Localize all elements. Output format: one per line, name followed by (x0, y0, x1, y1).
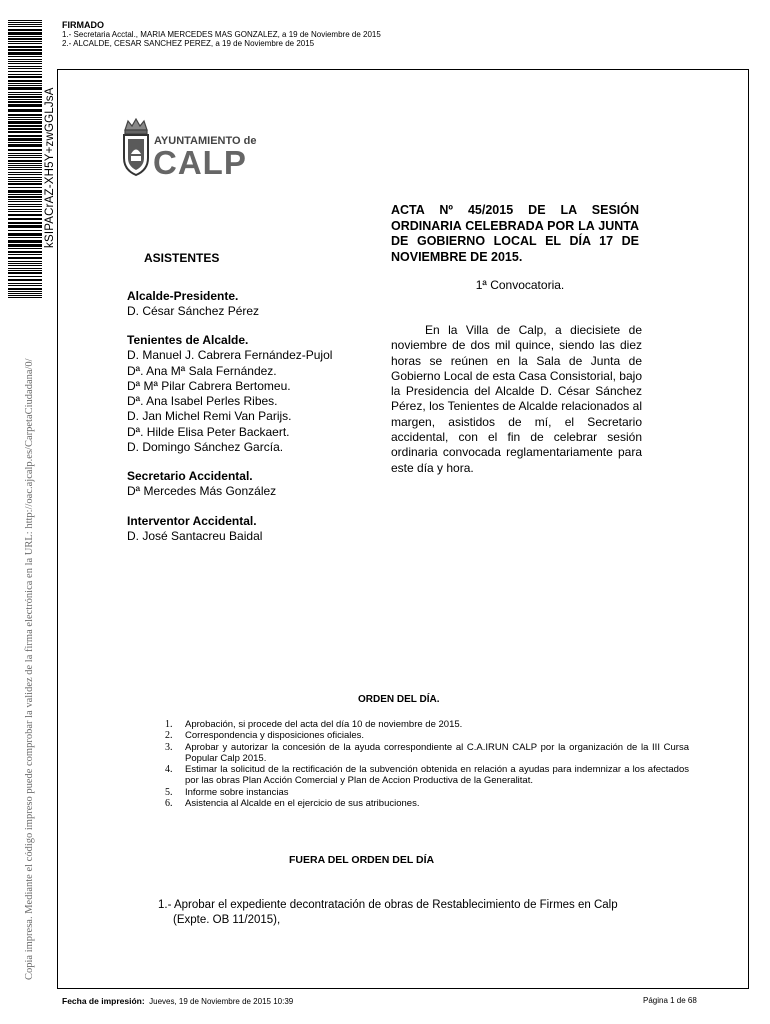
barcode-bar (8, 117, 42, 118)
barcode-bar (8, 190, 42, 193)
barcode-bar (8, 128, 42, 130)
group-tenientes (127, 333, 332, 455)
barcode-bar (8, 155, 42, 156)
barcode-bar (8, 24, 42, 25)
barcode-bar (8, 295, 42, 296)
barcode-code: kSIPACrAZ-XH5Y+zwGGLJsA (44, 87, 56, 248)
barcode-bar (8, 265, 42, 266)
barcode-bar (8, 201, 42, 202)
barcode-bar (8, 38, 42, 40)
agenda-item (165, 730, 689, 741)
ayuntamiento-calp-logo (122, 118, 272, 178)
barcode-bar (8, 240, 42, 243)
barcode-bar (8, 174, 42, 175)
group-heading: Alcalde-Presidente. (127, 289, 239, 303)
barcode-bar (8, 83, 42, 84)
barcode-bar (8, 169, 42, 170)
fuera-item-line-1: 1.- Aprobar el expediente decontratación de obras de Restablecimiento de Firmes en Calp (158, 899, 618, 911)
barcode-bar (8, 225, 42, 228)
validation-notice: Copia impresa. Mediante el código impreso puede comprobar la validez de la firma electrónica en la URL: http://oac.ajcalp.es/CarpetaCiudadana/0/ (24, 358, 35, 980)
barcode-bar (8, 204, 42, 205)
convocatoria: 1ª Convocatoria. (475, 278, 565, 292)
barcode-bar (8, 142, 42, 143)
barcode-bar (8, 74, 42, 75)
barcode-bar (8, 172, 42, 173)
barcode-bar (8, 279, 42, 281)
group-heading: Tenientes de Alcalde. (127, 333, 249, 347)
attendee-name: Dª. Hilde Elisa Peter Backaert. (127, 424, 290, 439)
barcode-bar (8, 194, 42, 195)
agenda-item-number: 6. (165, 798, 173, 810)
barcode-bar (8, 218, 42, 220)
barcode-bar (8, 285, 42, 286)
barcode-bar (8, 257, 42, 259)
intro-paragraph: En la Villa de Calp, a diecisiete de noviembre de dos mil quince, siendo las diez horas se reúnen en la Sala de Junta de Gobierno Local de esta Casa Consistorial, bajo la Presidencia del Alcalde D. César Sánchez Pérez, los Tenientes de Alcalde relacionados al margen, asistidos de mí, el Secretario accidental, con el fin de celebrar sesión ordinaria convocada reglamentariamente para este día y hora. (391, 323, 642, 475)
barcode-bar (8, 177, 42, 178)
agenda-item-text: Aprobación, si procede del acta del día 10 de noviembre de 2015. (185, 719, 463, 730)
group-presidente (127, 289, 259, 320)
group-heading: Secretario Accidental. (127, 469, 253, 483)
barcode-bar (8, 135, 42, 137)
barcode-bar (8, 61, 42, 62)
barcode-bar (8, 276, 42, 277)
attendee-name: Dª Mª Pilar Cabrera Bertomeu. (127, 378, 291, 393)
barcode-bar (8, 92, 42, 93)
barcode-bar (8, 138, 42, 141)
attendee-name: D. César Sánchez Pérez (127, 304, 260, 319)
signature-title: FIRMADO (62, 20, 104, 30)
agenda-item-text: Estimar la solicitud de la rectificación de la subvención obtenida en relación a ayudas para indemnizar a los afectados por las obras Plan Acción Comercial y Plan de Accion Productiva de la Generalitat. (185, 764, 689, 787)
fuera-del-orden-title: FUERA DEL ORDEN DEL DÍA (289, 854, 435, 866)
barcode-bar (8, 125, 42, 127)
group-heading: Interventor Accidental. (127, 514, 257, 528)
attendee-name: Dª Mercedes Más González (127, 484, 277, 499)
barcode-bar (8, 167, 42, 168)
logo-line1: AYUNTAMIENTO de (154, 135, 257, 147)
barcode-bar (8, 248, 42, 249)
attendee-name: D. José Santacreu Baidal (127, 529, 263, 544)
barcode-bar (8, 94, 42, 95)
barcode-bar (8, 165, 42, 166)
logo-line2: CALP (153, 144, 247, 178)
barcode-bar (8, 20, 42, 21)
barcode-bar (8, 293, 42, 294)
fuera-item-line-2: (Expte. OB 11/2015), (173, 914, 281, 926)
barcode-bar (8, 244, 42, 247)
barcode-bar (8, 153, 42, 154)
barcode-bar (8, 283, 42, 284)
attendee-name: Dª. Ana Mª Sala Fernández. (127, 363, 277, 378)
barcode-bar (8, 144, 42, 147)
barcode-bar (8, 157, 42, 158)
barcode-bar (8, 46, 42, 48)
barcode-bar (8, 104, 42, 107)
barcode-bar (8, 41, 42, 42)
agenda-item-text: Aprobar y autorizar la concesión de la ayuda correspondiente al C.A.IRUN CALP por la organización de la III Cursa Popular Calp 2015. (185, 741, 689, 764)
barcode-bar (8, 96, 42, 98)
barcode-bar (8, 87, 42, 90)
orden-del-dia-title: ORDEN DEL DÍA. (358, 694, 440, 705)
barcode-image (8, 20, 42, 298)
group-secretario (127, 469, 276, 500)
barcode-bar (8, 270, 42, 271)
agenda-item-number: 3. (165, 741, 173, 753)
barcode-bar (8, 187, 42, 188)
agenda-list (165, 719, 689, 809)
page-number: Página 1 de 68 (643, 996, 697, 1005)
barcode-bar (8, 268, 42, 269)
attendee-name: D. Domingo Sánchez García. (127, 440, 284, 455)
signature-block (62, 21, 381, 48)
barcode-bar (8, 66, 42, 67)
barcode-bar (8, 251, 42, 253)
barcode-bar (8, 49, 42, 51)
barcode-bar (8, 206, 42, 207)
barcode-bar (8, 230, 42, 231)
barcode-bar (8, 211, 42, 212)
barcode-bar (8, 196, 42, 198)
barcode-bar (8, 183, 42, 185)
agenda-item-number: 4. (165, 764, 173, 776)
barcode-bar (8, 99, 42, 100)
attendee-name: D. Jan Michel Remi Van Parijs. (127, 409, 292, 424)
barcode-bar (8, 214, 42, 216)
agenda-item-number: 2. (165, 730, 173, 742)
agenda-item (165, 719, 689, 730)
fuera-del-orden-item (158, 898, 688, 928)
barcode-bar (8, 119, 42, 120)
barcode-bar (8, 179, 42, 180)
barcode-bar (8, 149, 42, 151)
barcode-bar (8, 26, 42, 27)
agenda-item-text: Correspondencia y disposiciones oficiales. (185, 730, 365, 742)
barcode-bar (8, 76, 42, 78)
barcode-bar (8, 291, 42, 292)
agenda-item (165, 798, 689, 809)
barcode-bar (8, 22, 42, 23)
agenda-item (165, 764, 689, 787)
agenda-item-text: Asistencia al Alcalde en el ejercicio de sus atribuciones. (185, 798, 420, 810)
barcode-bar (8, 233, 42, 236)
barcode-bar (8, 261, 42, 262)
barcode-bar (8, 131, 42, 133)
acta-title: ACTA Nº 45/2015 DE LA SESIÓN ORDINARIA CELEBRADA POR LA JUNTA DE GOBIERNO LOCAL EL DÍA 17 DE NOVIEMBRE DE 2015. (391, 203, 639, 264)
barcode-bar (8, 254, 42, 255)
group-interventor (127, 514, 262, 545)
barcode-bar (8, 288, 42, 290)
barcode-bar (8, 222, 42, 224)
barcode-bar (8, 32, 42, 35)
barcode-bar (8, 52, 42, 55)
barcode-bar (8, 163, 42, 164)
agenda-item (165, 742, 689, 765)
barcode-bar (8, 29, 42, 31)
barcode-bar (8, 71, 42, 72)
agenda-item-number: 1. (165, 719, 173, 730)
barcode-bar (8, 121, 42, 124)
barcode-bar (8, 272, 42, 274)
barcode-bar (8, 199, 42, 200)
barcode-bar (8, 297, 42, 298)
barcode-bar (8, 56, 42, 57)
barcode-bar (8, 36, 42, 37)
barcode-bar (8, 263, 42, 264)
print-date (62, 996, 293, 1006)
barcode-bar (8, 181, 42, 182)
agenda-item-text: Informe sobre instancias (185, 786, 289, 798)
signature-line-1: 1.- Secretaria Acctal., MARIA MERCEDES MAS GONZALEZ, a 19 de Noviembre de 2015 (62, 30, 381, 39)
barcode-bar (8, 101, 42, 103)
barcode-bar (8, 43, 42, 44)
agenda-item-number: 5. (165, 786, 173, 798)
agenda-item (165, 787, 689, 798)
barcode-bar (8, 160, 42, 162)
barcode-bar (8, 237, 42, 238)
barcode-bar (8, 59, 42, 60)
barcode-bar (8, 68, 42, 69)
attendee-name: D. Manuel J. Cabrera Fernández-Pujol (127, 348, 333, 363)
barcode-bar (8, 209, 42, 210)
attendee-name: Dª. Ana Isabel Perles Ribes. (127, 394, 278, 409)
signature-line-2: 2.- ALCALDE, CESAR SANCHEZ PEREZ, a 19 de Noviembre de 2015 (62, 39, 315, 48)
barcode-bar (8, 63, 42, 64)
barcode-bar (8, 109, 42, 112)
barcode-bar (8, 114, 42, 116)
asistentes-label: ASISTENTES (144, 251, 220, 265)
print-date-value: Jueves, 19 de Noviembre de 2015 10:39 (149, 997, 294, 1006)
barcode-bar (8, 85, 42, 86)
barcode-bar (8, 80, 42, 82)
print-date-label: Fecha de impresión: (62, 996, 145, 1006)
